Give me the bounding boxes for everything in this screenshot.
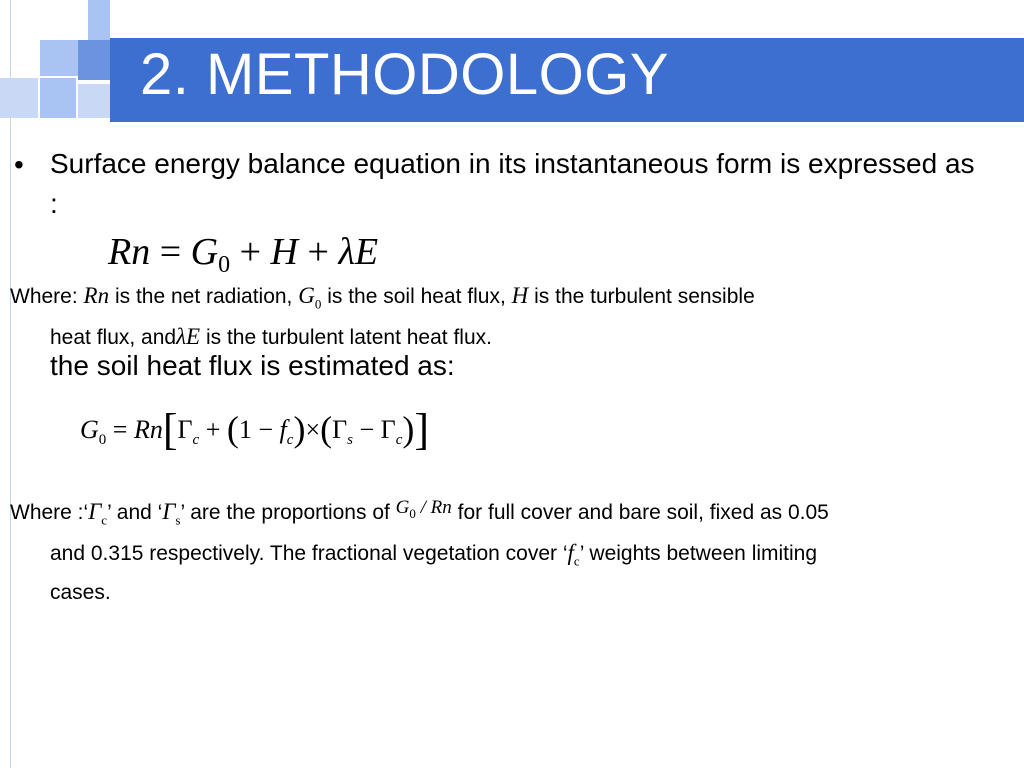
rn-symbol: Rn bbox=[83, 283, 110, 308]
h-symbol: H bbox=[511, 283, 529, 308]
energy-balance-equation: $Rn = G_0 + H + \lambda E$ bbox=[108, 231, 379, 278]
soil-heat-flux-equation: $G_0 = Rn[\Gamma_c + (1 - f_c)\times(\Gamma_s - \Gamma_c)]$ bbox=[80, 405, 430, 454]
fc-symbol: $f_c$ bbox=[567, 539, 580, 569]
decor-square bbox=[40, 78, 76, 118]
gamma-s-symbol: $\Gamma_s$ bbox=[162, 499, 181, 528]
decor-square bbox=[78, 40, 110, 80]
cases-text: cases. bbox=[50, 581, 111, 605]
slide-title: 2. METHODOLOGY bbox=[140, 42, 670, 107]
where-label: Where: bbox=[10, 285, 78, 308]
soil-heat-flux-intro: the soil heat flux is estimated as: bbox=[50, 350, 455, 381]
decor-square bbox=[88, 0, 110, 40]
gamma-c-symbol: $\Gamma_c$ bbox=[88, 499, 108, 528]
decor-square bbox=[40, 40, 78, 76]
bullet-text: Surface energy balance equation in its instantaneous form is expressed as : bbox=[50, 148, 975, 219]
proportions-paragraph: Where $:‘\Gamma_c$’ and ‘$\Gamma_s$’ are the proportions of $G_0$ / Rn for full cover and bare soil, fixed as 0.05 and 0.315 respectively. The fractional vegetation cover ‘$f_c$’ weights between limiting cases. bbox=[10, 492, 1015, 609]
g0-symbol: $G_0$ bbox=[298, 283, 322, 312]
decor-square bbox=[0, 78, 38, 118]
lambda-e-symbol: λE bbox=[176, 323, 201, 349]
bullet-marker: • bbox=[14, 149, 24, 180]
decor-square bbox=[78, 84, 110, 118]
where-definitions: Where: Rn is the net radiation, $G_0$ is the soil heat flux, H is the turbulent sensible heat flux, andλE is the turbulent latent heat flux. bbox=[10, 283, 755, 349]
g0-over-rn-symbol: $G_0$ / Rn bbox=[395, 497, 452, 521]
